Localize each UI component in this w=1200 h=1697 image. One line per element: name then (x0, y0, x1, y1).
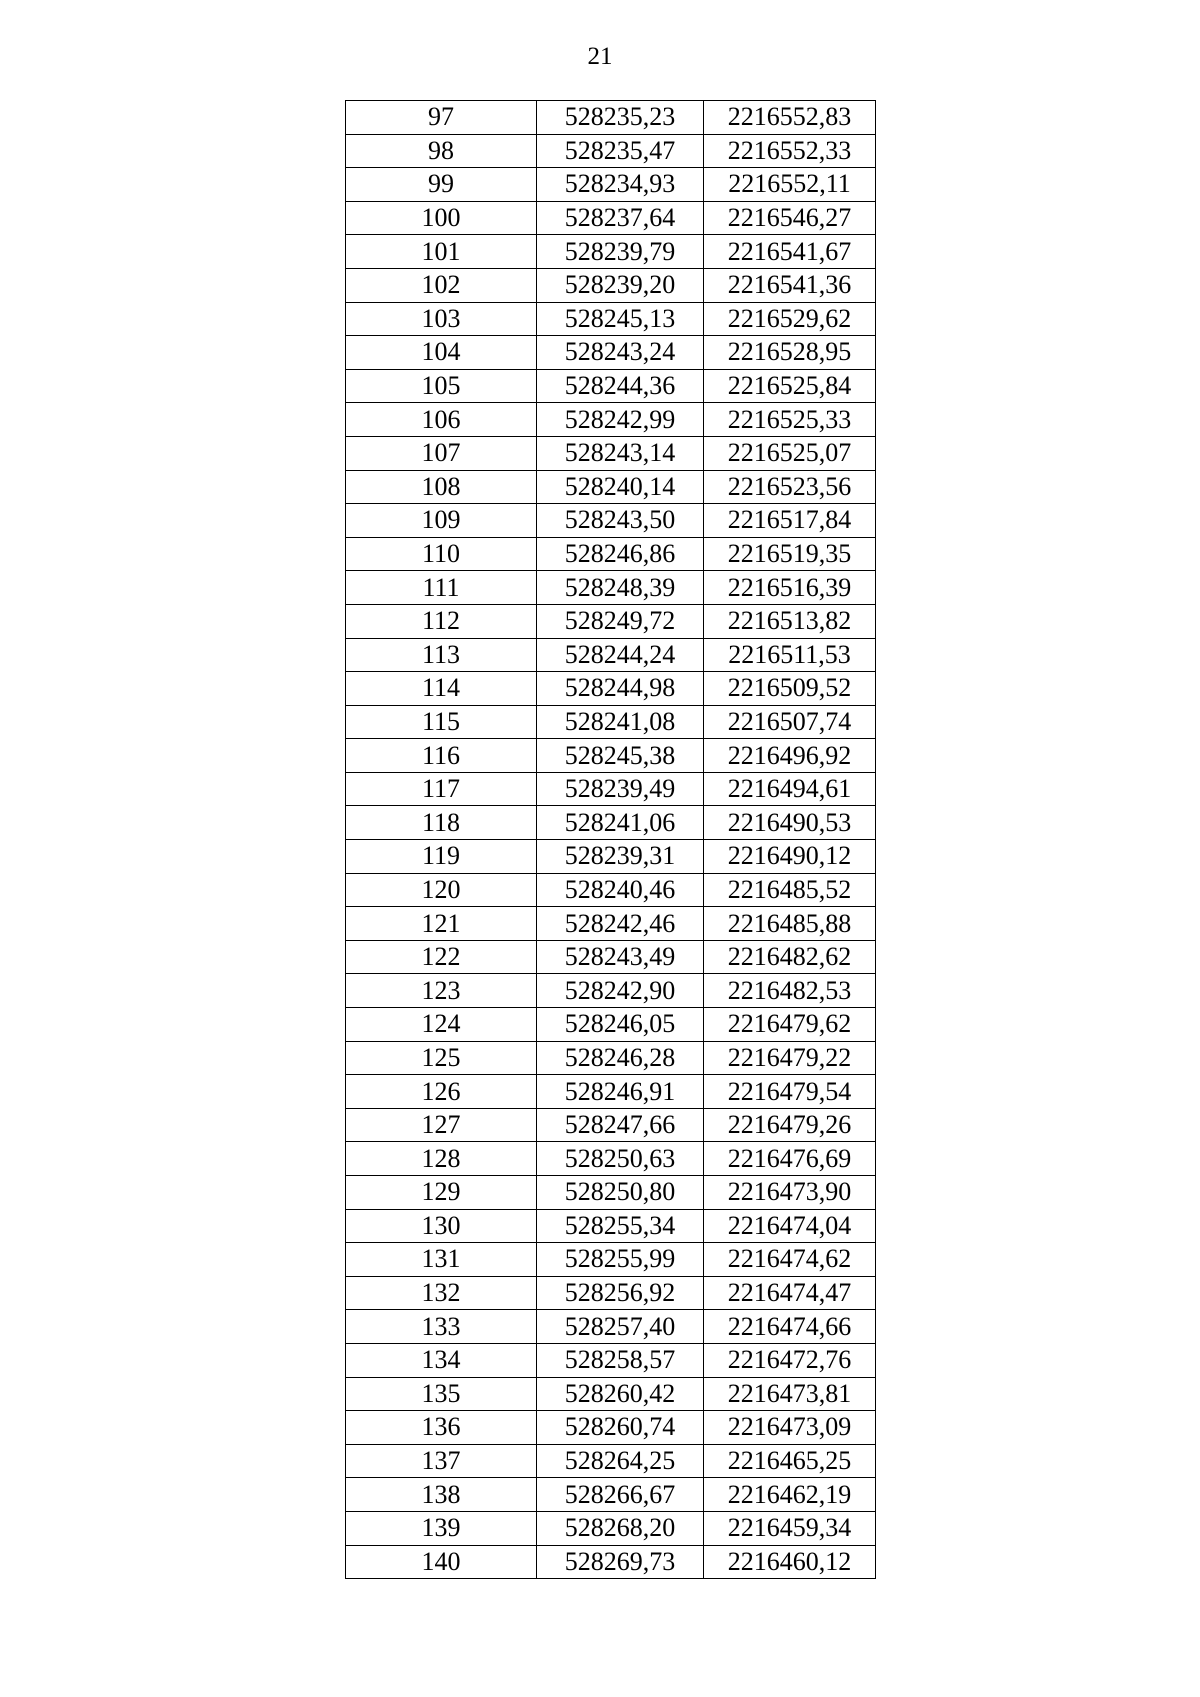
x-coordinate-cell: 528256,92 (537, 1276, 704, 1310)
point-number-cell: 101 (346, 235, 537, 269)
x-coordinate-cell: 528246,05 (537, 1008, 704, 1042)
table-row (346, 1444, 876, 1478)
table-row (346, 1243, 876, 1277)
y-coordinate-cell: 2216479,22 (704, 1041, 876, 1075)
y-coordinate-cell: 2216473,81 (704, 1377, 876, 1411)
y-coordinate-cell: 2216462,19 (704, 1478, 876, 1512)
x-coordinate-cell: 528257,40 (537, 1310, 704, 1344)
table-row (346, 336, 876, 370)
point-number-cell: 130 (346, 1209, 537, 1243)
x-coordinate-cell: 528235,23 (537, 101, 704, 135)
x-coordinate-cell: 528241,08 (537, 705, 704, 739)
table-row (346, 1176, 876, 1210)
y-coordinate-cell: 2216541,67 (704, 235, 876, 269)
x-coordinate-cell: 528246,28 (537, 1041, 704, 1075)
y-coordinate-cell: 2216459,34 (704, 1511, 876, 1545)
y-coordinate-cell: 2216474,62 (704, 1243, 876, 1277)
point-number-cell: 129 (346, 1176, 537, 1210)
point-number-cell: 122 (346, 940, 537, 974)
point-number-cell: 134 (346, 1343, 537, 1377)
x-coordinate-cell: 528240,14 (537, 470, 704, 504)
table-row (346, 302, 876, 336)
point-number-cell: 98 (346, 134, 537, 168)
point-number-cell: 138 (346, 1478, 537, 1512)
point-number-cell: 139 (346, 1511, 537, 1545)
y-coordinate-cell: 2216519,35 (704, 537, 876, 571)
table-row (346, 940, 876, 974)
y-coordinate-cell: 2216482,53 (704, 974, 876, 1008)
y-coordinate-cell: 2216552,11 (704, 168, 876, 202)
point-number-cell: 135 (346, 1377, 537, 1411)
table-row (346, 806, 876, 840)
y-coordinate-cell: 2216513,82 (704, 604, 876, 638)
x-coordinate-cell: 528239,49 (537, 772, 704, 806)
y-coordinate-cell: 2216460,12 (704, 1545, 876, 1579)
table-row (346, 1545, 876, 1579)
y-coordinate-cell: 2216525,07 (704, 436, 876, 470)
x-coordinate-cell: 528250,63 (537, 1142, 704, 1176)
y-coordinate-cell: 2216465,25 (704, 1444, 876, 1478)
table-row (346, 470, 876, 504)
point-number-cell: 111 (346, 571, 537, 605)
y-coordinate-cell: 2216507,74 (704, 705, 876, 739)
point-number-cell: 137 (346, 1444, 537, 1478)
x-coordinate-cell: 528242,90 (537, 974, 704, 1008)
x-coordinate-cell: 528243,14 (537, 436, 704, 470)
point-number-cell: 106 (346, 403, 537, 437)
table-row (346, 403, 876, 437)
table-row (346, 1075, 876, 1109)
y-coordinate-cell: 2216516,39 (704, 571, 876, 605)
x-coordinate-cell: 528260,42 (537, 1377, 704, 1411)
table-row (346, 1276, 876, 1310)
x-coordinate-cell: 528266,67 (537, 1478, 704, 1512)
table-row (346, 739, 876, 773)
x-coordinate-cell: 528250,80 (537, 1176, 704, 1210)
table-row (346, 1343, 876, 1377)
y-coordinate-cell: 2216474,66 (704, 1310, 876, 1344)
table-row (346, 268, 876, 302)
point-number-cell: 105 (346, 369, 537, 403)
point-number-cell: 99 (346, 168, 537, 202)
x-coordinate-cell: 528246,86 (537, 537, 704, 571)
x-coordinate-cell: 528242,99 (537, 403, 704, 437)
x-coordinate-cell: 528246,91 (537, 1075, 704, 1109)
y-coordinate-cell: 2216473,90 (704, 1176, 876, 1210)
x-coordinate-cell: 528255,34 (537, 1209, 704, 1243)
x-coordinate-cell: 528239,79 (537, 235, 704, 269)
x-coordinate-cell: 528260,74 (537, 1411, 704, 1445)
y-coordinate-cell: 2216523,56 (704, 470, 876, 504)
x-coordinate-cell: 528245,13 (537, 302, 704, 336)
x-coordinate-cell: 528237,64 (537, 201, 704, 235)
x-coordinate-cell: 528243,49 (537, 940, 704, 974)
table-row (346, 537, 876, 571)
table-row (346, 705, 876, 739)
table-row (346, 1209, 876, 1243)
table-row (346, 436, 876, 470)
x-coordinate-cell: 528244,98 (537, 672, 704, 706)
x-coordinate-cell: 528249,72 (537, 604, 704, 638)
x-coordinate-cell: 528255,99 (537, 1243, 704, 1277)
x-coordinate-cell: 528264,25 (537, 1444, 704, 1478)
point-number-cell: 125 (346, 1041, 537, 1075)
y-coordinate-cell: 2216528,95 (704, 336, 876, 370)
point-number-cell: 114 (346, 672, 537, 706)
point-number-cell: 119 (346, 840, 537, 874)
y-coordinate-cell: 2216525,33 (704, 403, 876, 437)
y-coordinate-cell: 2216546,27 (704, 201, 876, 235)
table-row (346, 1478, 876, 1512)
point-number-cell: 102 (346, 268, 537, 302)
table-row (346, 504, 876, 538)
y-coordinate-cell: 2216474,47 (704, 1276, 876, 1310)
y-coordinate-cell: 2216485,88 (704, 907, 876, 941)
point-number-cell: 107 (346, 436, 537, 470)
point-number-cell: 110 (346, 537, 537, 571)
table-row (346, 571, 876, 605)
table-row (346, 235, 876, 269)
table-row (346, 1008, 876, 1042)
x-coordinate-cell: 528243,24 (537, 336, 704, 370)
y-coordinate-cell: 2216472,76 (704, 1343, 876, 1377)
y-coordinate-cell: 2216509,52 (704, 672, 876, 706)
y-coordinate-cell: 2216517,84 (704, 504, 876, 538)
y-coordinate-cell: 2216525,84 (704, 369, 876, 403)
point-number-cell: 104 (346, 336, 537, 370)
x-coordinate-cell: 528243,50 (537, 504, 704, 538)
point-number-cell: 100 (346, 201, 537, 235)
point-number-cell: 128 (346, 1142, 537, 1176)
y-coordinate-cell: 2216494,61 (704, 772, 876, 806)
y-coordinate-cell: 2216541,36 (704, 268, 876, 302)
y-coordinate-cell: 2216479,62 (704, 1008, 876, 1042)
y-coordinate-cell: 2216485,52 (704, 873, 876, 907)
y-coordinate-cell: 2216479,54 (704, 1075, 876, 1109)
table-row (346, 168, 876, 202)
table-row (346, 840, 876, 874)
x-coordinate-cell: 528268,20 (537, 1511, 704, 1545)
x-coordinate-cell: 528244,36 (537, 369, 704, 403)
table-row (346, 772, 876, 806)
point-number-cell: 124 (346, 1008, 537, 1042)
table-row (346, 1411, 876, 1445)
x-coordinate-cell: 528239,31 (537, 840, 704, 874)
table-row (346, 1511, 876, 1545)
table-row (346, 201, 876, 235)
y-coordinate-cell: 2216552,83 (704, 101, 876, 135)
x-coordinate-cell: 528245,38 (537, 739, 704, 773)
point-number-cell: 133 (346, 1310, 537, 1344)
y-coordinate-cell: 2216552,33 (704, 134, 876, 168)
y-coordinate-cell: 2216476,69 (704, 1142, 876, 1176)
point-number-cell: 103 (346, 302, 537, 336)
x-coordinate-cell: 528234,93 (537, 168, 704, 202)
point-number-cell: 108 (346, 470, 537, 504)
table-row (346, 1310, 876, 1344)
coordinates-table (345, 100, 876, 1579)
point-number-cell: 97 (346, 101, 537, 135)
point-number-cell: 140 (346, 1545, 537, 1579)
coordinates-table-body (346, 101, 876, 1579)
table-row (346, 1108, 876, 1142)
point-number-cell: 131 (346, 1243, 537, 1277)
y-coordinate-cell: 2216473,09 (704, 1411, 876, 1445)
point-number-cell: 113 (346, 638, 537, 672)
point-number-cell: 109 (346, 504, 537, 538)
table-row (346, 604, 876, 638)
x-coordinate-cell: 528248,39 (537, 571, 704, 605)
table-row (346, 1377, 876, 1411)
y-coordinate-cell: 2216474,04 (704, 1209, 876, 1243)
table-row (346, 1041, 876, 1075)
x-coordinate-cell: 528258,57 (537, 1343, 704, 1377)
table-row (346, 873, 876, 907)
page-number: 21 (587, 43, 613, 70)
point-number-cell: 117 (346, 772, 537, 806)
table-row (346, 134, 876, 168)
point-number-cell: 127 (346, 1108, 537, 1142)
y-coordinate-cell: 2216511,53 (704, 638, 876, 672)
y-coordinate-cell: 2216529,62 (704, 302, 876, 336)
point-number-cell: 136 (346, 1411, 537, 1445)
table-row (346, 101, 876, 135)
table-row (346, 1142, 876, 1176)
x-coordinate-cell: 528239,20 (537, 268, 704, 302)
y-coordinate-cell: 2216482,62 (704, 940, 876, 974)
point-number-cell: 118 (346, 806, 537, 840)
y-coordinate-cell: 2216490,12 (704, 840, 876, 874)
table-row (346, 672, 876, 706)
point-number-cell: 132 (346, 1276, 537, 1310)
point-number-cell: 120 (346, 873, 537, 907)
point-number-cell: 126 (346, 1075, 537, 1109)
x-coordinate-cell: 528241,06 (537, 806, 704, 840)
point-number-cell: 121 (346, 907, 537, 941)
x-coordinate-cell: 528244,24 (537, 638, 704, 672)
point-number-cell: 115 (346, 705, 537, 739)
y-coordinate-cell: 2216479,26 (704, 1108, 876, 1142)
x-coordinate-cell: 528235,47 (537, 134, 704, 168)
x-coordinate-cell: 528269,73 (537, 1545, 704, 1579)
x-coordinate-cell: 528247,66 (537, 1108, 704, 1142)
x-coordinate-cell: 528242,46 (537, 907, 704, 941)
table-row (346, 369, 876, 403)
table-row (346, 974, 876, 1008)
table-row (346, 638, 876, 672)
y-coordinate-cell: 2216496,92 (704, 739, 876, 773)
y-coordinate-cell: 2216490,53 (704, 806, 876, 840)
point-number-cell: 116 (346, 739, 537, 773)
point-number-cell: 123 (346, 974, 537, 1008)
table-row (346, 907, 876, 941)
point-number-cell: 112 (346, 604, 537, 638)
x-coordinate-cell: 528240,46 (537, 873, 704, 907)
